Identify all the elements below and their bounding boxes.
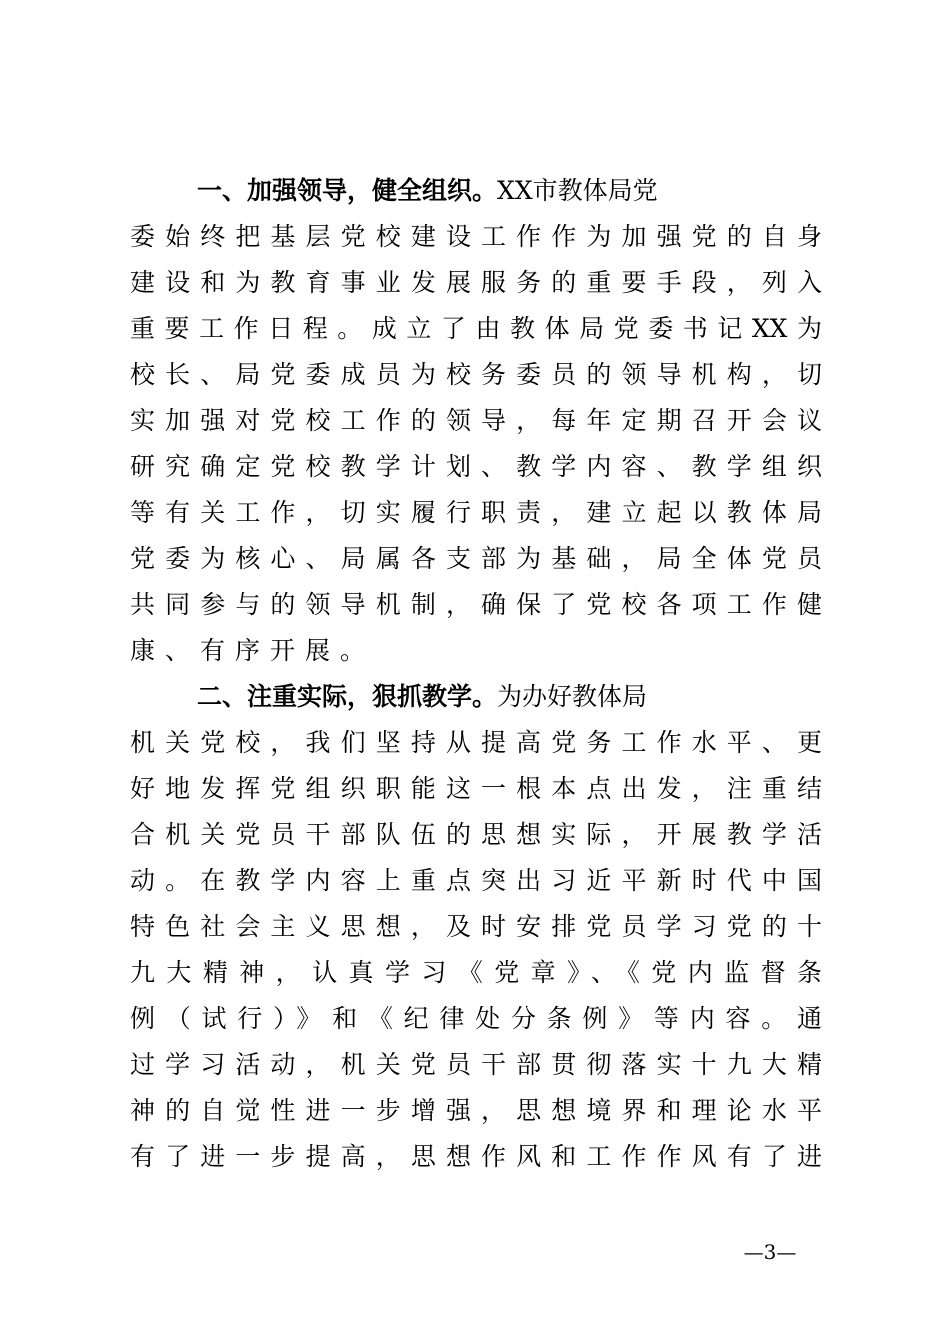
paragraph-line: 校长、局党委成员为校务委员的领导机构，切: [130, 360, 822, 389]
paragraph-line: 建设和为教育事业发展服务的重要手段，列入: [130, 268, 822, 297]
paragraph-line: 委始终把基层党校建设工作作为加强党的自身: [130, 222, 822, 251]
paragraph-line: 合机关党员干部队伍的思想实际，开展教学活: [130, 820, 822, 849]
paragraph-line: 有了进一步提高，思想作风和工作作风有了进: [130, 1142, 822, 1171]
paragraph-1-heading: 一、加强领导，健全组织。: [197, 176, 498, 205]
paragraph-line: 重要工作日程。成立了由教体局党委书记XX为: [130, 314, 822, 343]
paragraph-1-text: XX市教体局党: [497, 176, 658, 205]
paragraph-2-line-1: [130, 674, 822, 720]
paragraph-2-text: 为办好教体局: [497, 682, 648, 711]
paragraph-line: 党委为核心、局属各支部为基础，局全体党员: [130, 544, 822, 573]
page-number: —3—: [743, 1240, 797, 1264]
paragraph-line: 过学习活动，机关党员干部贯彻落实十九大精: [130, 1050, 822, 1079]
paragraph-line: 例（试行）》和《纪律处分条例》等内容。通: [130, 1004, 822, 1033]
paragraph-line: 动。在教学内容上重点突出习近平新时代中国: [130, 866, 822, 895]
paragraph-line: 等有关工作，切实履行职责，建立起以教体局: [130, 498, 822, 527]
paragraph-line: 研究确定党校教学计划、教学内容、教学组织: [130, 452, 822, 481]
paragraph-line: 神的自觉性进一步增强，思想境界和理论水平: [130, 1096, 822, 1125]
paragraph-2-heading: 二、注重实际，狠抓教学。: [197, 682, 498, 711]
paragraph-line: 九大精神，认真学习《党章》、《党内监督条: [130, 958, 822, 987]
paragraph-line: 共同参与的领导机制，确保了党校各项工作健: [130, 590, 822, 619]
paragraph-line: 好地发挥党组织职能这一根本点出发，注重结: [130, 774, 822, 803]
body-text: [130, 168, 822, 1180]
paragraph-line: 实加强对党校工作的领导，每年定期召开会议: [130, 406, 822, 435]
paragraph-line: 特色社会主义思想，及时安排党员学习党的十: [130, 912, 822, 941]
paragraph-line: 机关党校，我们坚持从提高党务工作水平、更: [130, 728, 822, 757]
paragraph-1-line-1: [130, 168, 822, 214]
paragraph-line: 康、有序开展。: [130, 636, 376, 665]
